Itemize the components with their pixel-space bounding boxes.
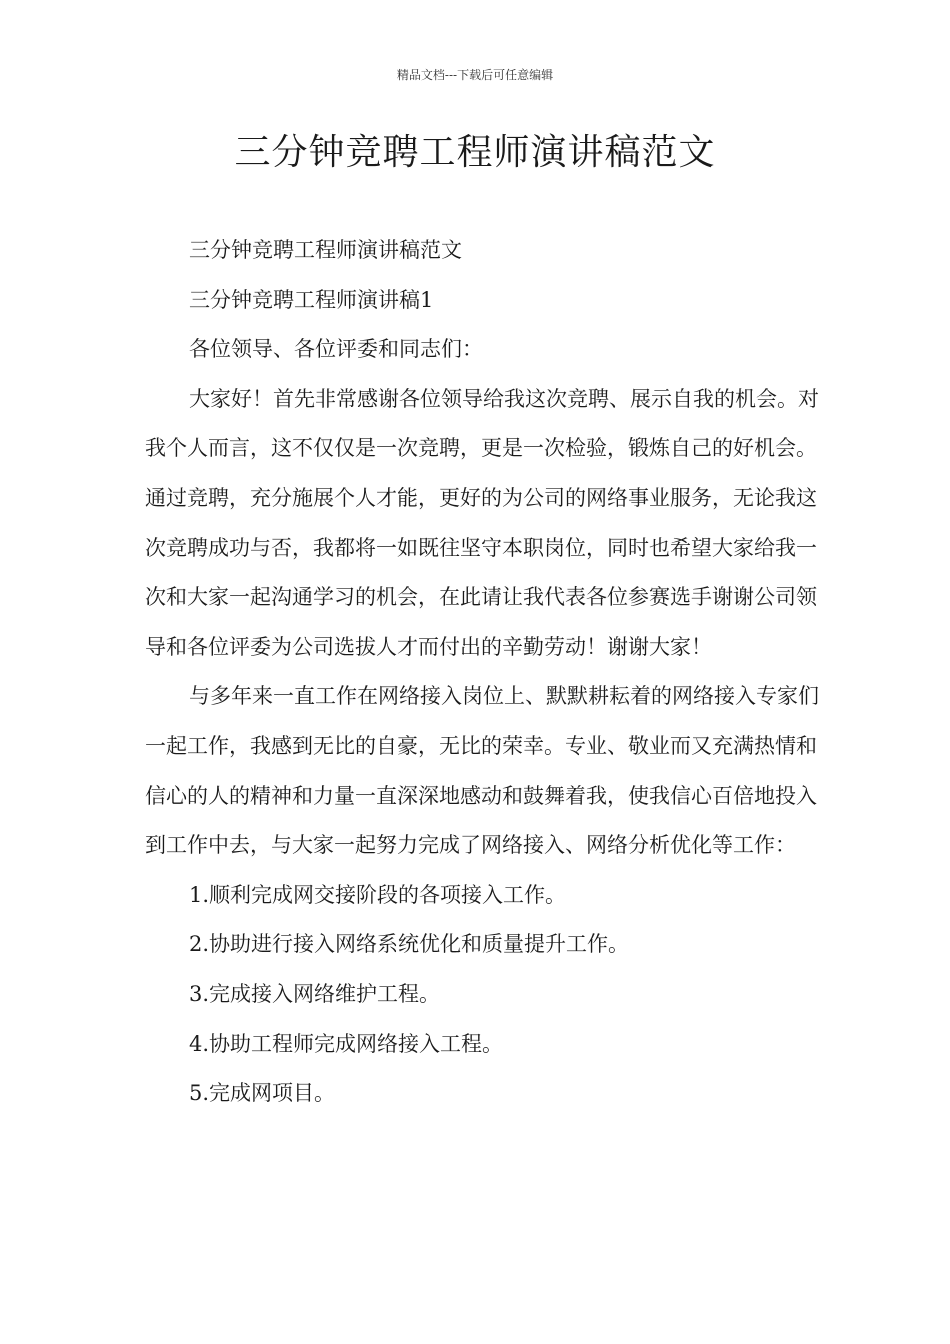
salutation: 各位领导、各位评委和同志们： (189, 337, 483, 362)
document-body (145, 226, 825, 1119)
list-item: 4.协助工程师完成网络接入工程。 (189, 1031, 504, 1056)
list-item: 1.顺利完成网交接阶段的各项接入工作。 (189, 882, 567, 907)
speech-heading: 三分钟竞聘工程师演讲稿1 (189, 287, 434, 312)
paragraph-1: 大家好！首先非常感谢各位领导给我这次竞聘、展示自我的机会。对我个人而言，这不仅仅是一次竞聘，更是一次检验，锻炼自己的好机会。通过竞聘，充分施展个人才能，更好的为公司的网络事业服务，无论我这次竞聘成功与否，我都将一如既往坚守本职岗位，同时也希望大家给我一次和大家一起沟通学习的机会，在此请让我代表各位参赛选手谢谢公司领导和各位评委为公司选拔人才而付出的辛勤劳动！谢谢大家！ (145, 386, 819, 659)
header-note: 精品文档---下载后可任意编辑 (396, 68, 554, 82)
subtitle-line: 三分钟竞聘工程师演讲稿范文 (189, 238, 462, 262)
paragraph-2: 与多年来一直工作在网络接入岗位上、默默耕耘着的网络接入专家们一起工作，我感到无比的自豪，无比的荣幸。专业、敬业而又充满热情和信心的人的精神和力量一直深深地感动和鼓舞着我，使我信心百倍地投入到工作中去，与大家一起努力完成了网络接入、网络分析优化等工作： (145, 684, 819, 858)
document-title: 三分钟竞聘工程师演讲稿范文 (234, 132, 716, 173)
list-item: 3.完成接入网络维护工程。 (189, 981, 441, 1006)
list-item: 2.协助进行接入网络系统优化和质量提升工作。 (189, 932, 630, 957)
list-item: 5.完成网项目。 (189, 1081, 336, 1106)
